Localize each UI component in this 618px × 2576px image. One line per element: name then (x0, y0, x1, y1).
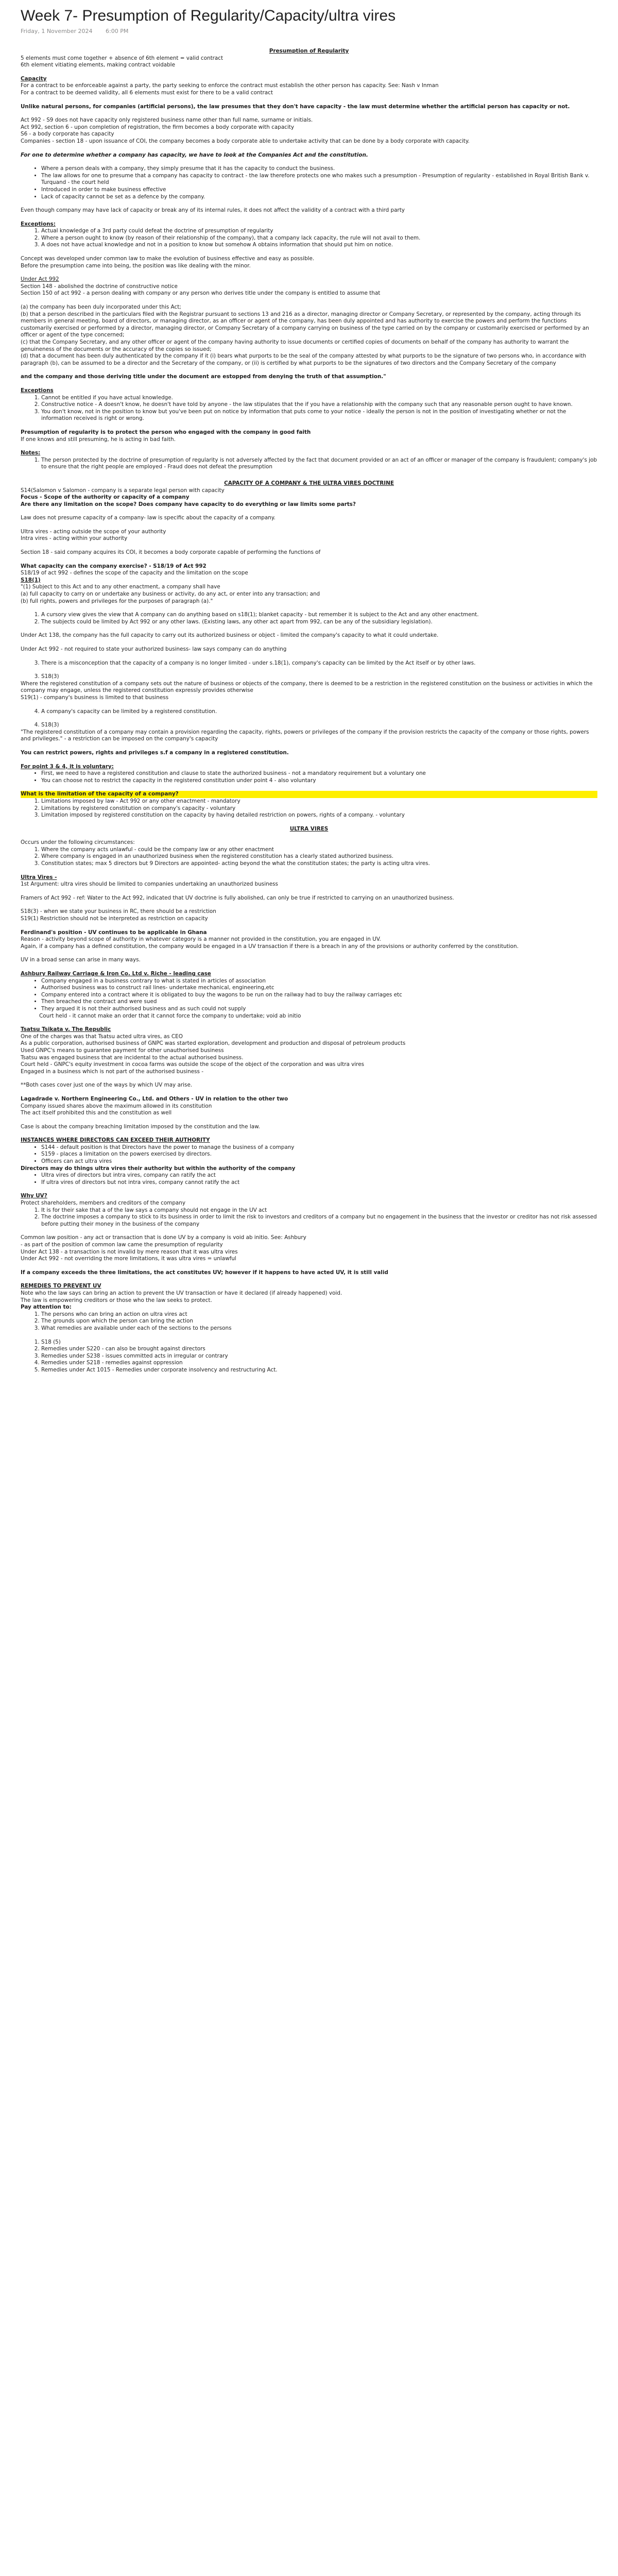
list-item: 1. S18 (5) (41, 1339, 597, 1346)
list-item: 2. The grounds upon which the person can bring the action (41, 1318, 597, 1325)
paragraph: Presumption of regularity is to protect the person who engaged with the company in good faith (21, 429, 311, 435)
paragraph: Company issued shares above the maximum allowed in its constitution (21, 1103, 212, 1109)
spacer (21, 715, 597, 722)
spacer (21, 556, 597, 563)
note-meta (21, 28, 597, 35)
paragraph: Act 992 - S9 does not have capacity only registered business name other than full name, surname or initials. (21, 117, 313, 124)
list-item: • They argued it is not their authorised business and as such could not supply (41, 1006, 597, 1013)
list-item: • You can choose not to restrict the capacity in the registered constitution under point 4 - also voluntary (41, 777, 597, 785)
paragraph: You can restrict powers, rights and privileges s.f a company in a registered constitution. (21, 749, 289, 756)
spacer (21, 1332, 597, 1339)
list-item: 4. S18(3) (41, 722, 597, 729)
paragraph: UV in a broad sense can arise in many ways. (21, 957, 141, 963)
list-item: • S159 - places a limitation on the powers exercised by directors. (41, 1151, 597, 1158)
spacer (21, 214, 597, 221)
list-item: 3. Remedies under S238 - issues committed acts in irregular or contrary (41, 1353, 597, 1360)
spacer (21, 1089, 597, 1096)
paragraph: CAPACITY OF A COMPANY & THE ULTRA VIRES DOCTRINE (224, 480, 394, 486)
spacer (21, 297, 597, 304)
paragraph: (d) that a document has been duly authenticated by the company if it (i) bears what purports to be the seal of the company attested by what purports to be the signature of two persons who, in accordance with paragraph (b), can be assumed to be a director and the Secretary of the company, or (ii) is certified by what purports to be the signatures of two directors and the Company Secretary of the company (21, 353, 587, 366)
numbered-list (21, 1207, 597, 1228)
paragraph: Focus - Scope of the authority or capacity of a company (21, 494, 190, 501)
paragraph: Under Act 138, the company has the full capacity to carry out its authorized business or object - limited the company's capacity to what it could undertake. (21, 632, 439, 639)
spacer (21, 200, 597, 207)
paragraph: For a contract to be enforceable against a party, the party seeking to enforce the contract must establish the other person has capacity. See: Nash v Inman (21, 82, 439, 89)
spacer (21, 902, 597, 908)
paragraph: REMEDIES TO PREVENT UV (21, 1283, 101, 1290)
paragraph: Presumption of Regularity (269, 48, 349, 54)
paragraph: Concept was developed under common law to make the evolution of business effective and easy as possible. (21, 256, 315, 262)
numbered-list (21, 612, 597, 625)
list-item: 1. The person protected by the doctrine of presumption of regularity is not adversely affected by the fact that document provided or an act of an officer or manager of the company is fraudulent; company's job to ensure that the right people are employed - Fraud does not defeat the presumption (41, 457, 597, 471)
paragraph: ULTRA VIRES (289, 825, 329, 832)
paragraph: - as part of the position of common law came the presumption of regularity (21, 1242, 223, 1248)
spacer (21, 819, 597, 826)
spacer (21, 1186, 597, 1193)
spacer (21, 833, 597, 839)
list-item: 3. Constitution states; max 5 directors but 9 Directors are appointed- acting beyond the what the constitution states; the party is acting ultra vires. (41, 860, 597, 868)
spacer (21, 69, 597, 76)
paragraph: Under Act 138 - a transaction is not invalid by mere reason that it was ultra vires (21, 1248, 238, 1255)
spacer (21, 605, 597, 612)
paragraph: For a contract to be deemed validity, all 6 elements must exist for there to be a valid contract (21, 89, 273, 96)
bullet-list (21, 165, 597, 200)
paragraph: The law is empowering creditors or those who the law seeks to protect. (21, 1297, 212, 1303)
numbered-list (21, 660, 597, 667)
paragraph: Engaged in a business which is not part of the authorised business - (21, 1068, 203, 1075)
paragraph: Pay attention to: (21, 1304, 72, 1311)
note-time: 6:00 PM (106, 28, 129, 35)
spacer (21, 97, 597, 104)
spacer (21, 639, 597, 646)
list-item: 3. There is a misconception that the capacity of a company is no longer limited - under s.18(1), company's capacity can be limited by the Act itself or by other laws. (41, 660, 597, 667)
paragraph: S18(1) (21, 577, 41, 583)
paragraph: What is the limitation of the capacity of a company? (21, 791, 597, 798)
paragraph: If a company exceeds the three limitations, the act constitutes UV; however if it happens to have acted UV, it is still valid (21, 1269, 388, 1276)
note-content[interactable] (21, 48, 597, 1374)
paragraph: Unlike natural persons, for companies (artificial persons), the law presumes that they don't have capacity - the law must determine whether the artificial person has capacity or not. (21, 103, 570, 110)
paragraph: Ultra Vires - (21, 874, 57, 880)
list-item: 1. Where the company acts unlawful - could be the company law or any other enactment (41, 846, 597, 854)
section-spacer (21, 471, 597, 480)
paragraph: Capacity (21, 75, 47, 82)
list-item: 1. A cursory view gives the view that A company can do anything based on s18(1); blanket capacity - but remember it is subject to the Act and any other enactment. (41, 612, 597, 619)
bullet-list (21, 978, 597, 1013)
spacer (21, 381, 597, 387)
paragraph: Ultra vires - acting outside the scope of your authority (21, 528, 166, 535)
list-item: 2. Constructive notice - A doesn't know, he doesn't have told by anyone - the law stipulates that the if you have a relationship with the company such that any reasonable person ought to have known. (41, 401, 597, 409)
numbered-list (21, 846, 597, 868)
paragraph: S19(1) Restriction should not be interpreted as restriction on capacity (21, 916, 208, 922)
list-item: 3. A does not have actual knowledge and not in a position to know but somehow A obtains information that should put him on notice. (41, 242, 597, 249)
list-item: 2. Where company is engaged in an unauthorized business when the registered constitution has a clearly stated authorized business. (41, 853, 597, 860)
paragraph: Reason - activity beyond scope of authority in whatever category is a manner not provided in the constitution, you are engaged in UV. (21, 936, 381, 943)
numbered-list (21, 798, 597, 819)
spacer (21, 888, 597, 895)
paragraph: S18/19 of act 992 - defines the scope of the capacity and the limitation on the scope (21, 570, 248, 577)
paragraph: Ashbury Railway Carriage & Iron Co. Ltd v. Riche - leading case (21, 971, 211, 977)
spacer (21, 367, 597, 374)
spacer (21, 508, 597, 515)
paragraph: Occurs under the following circumstances: (21, 839, 135, 846)
spacer (21, 1075, 597, 1082)
spacer (21, 443, 597, 450)
spacer (21, 1117, 597, 1124)
spacer (21, 543, 597, 549)
paragraph: Directors may do things ultra vires their authority but within the authority of the company (21, 1165, 296, 1172)
spacer (21, 522, 597, 529)
numbered-list (21, 457, 597, 471)
bullet-list (21, 1172, 597, 1186)
paragraph: (c) that the Company Secretary, and any other officer or agent of the company having authority to issue documents or certified copies of documents on behalf of the company has authority to warrant the genuineness of the documents or the accuracy of the copies so issued; (21, 339, 569, 352)
paragraph: Tsatsu Tsikata v. The Republic (21, 1026, 111, 1033)
paragraph: Common law position - any act or transaction that is done UV by a company is void ab initio. See: Ashbury (21, 1234, 306, 1241)
spacer (21, 784, 597, 791)
list-item: 3. What remedies are available under each of the sections to the persons (41, 1325, 597, 1332)
paragraph: and the company and those deriving title under the document are estopped from denying the truth of that assumption." (21, 374, 386, 380)
paragraph: **Both cases cover just one of the ways by which UV may arise. (21, 1082, 193, 1089)
spacer (21, 1020, 597, 1026)
paragraph: Companies - section 18 - upon issuance of COI, the company becomes a body corporate able to undertake activity that can be done by a body corporate with capacity. (21, 138, 470, 144)
spacer (21, 625, 597, 632)
list-item: • Lack of capacity cannot be set as a defence by the company. (41, 194, 597, 201)
paragraph: S14(Salomon v Salomon - company is a separate legal person with capacity (21, 487, 225, 494)
spacer (21, 868, 597, 874)
paragraph: (b) full rights, powers and privileges for the purposes of paragraph (a)." (21, 598, 213, 604)
paragraph: Before the presumption came into being, the position was like dealing with the minor. (21, 262, 251, 269)
list-item: • Company entered into a contract where it is obligated to buy the wagons to be run on the railway had to buy the railway carriages etc (41, 992, 597, 999)
spacer (21, 249, 597, 256)
paragraph: "The registered constitution of a company may contain a provision regarding the capacity, rights, powers or privileges of the company if the provision restricts the capacity of the company or those rights, powers and privileges." - a restriction can be imposed on the company's capacity (21, 728, 589, 742)
paragraph: INSTANCES WHERE DIRECTORS CAN EXCEED THEIR AUTHORITY (21, 1137, 210, 1144)
paragraph: For point 3 & 4, it is voluntary: (21, 763, 114, 770)
list-item: • Officers can act ultra vires (41, 1158, 597, 1165)
paragraph: Protect shareholders, members and creditors of the company (21, 1200, 186, 1207)
paragraph: Tsatsu was engaged business that are incidental to the actual authorised business. (21, 1054, 244, 1061)
list-item: 2. Where a person ought to know (by reason of their relationship of the company), that a company lack capacity, the rule will not avail to them. (41, 235, 597, 242)
spacer (21, 702, 597, 708)
note-date: Friday, 1 November 2024 (21, 28, 93, 35)
paragraph: Court held - it cannot make an order that it cannot force the company to undertake; void ab initio (39, 1012, 301, 1019)
paragraph: Note who the law says can bring an action to prevent the UV transaction or have it declared (if already happened) void. (21, 1290, 342, 1296)
spacer (21, 1263, 597, 1269)
paragraph: Ferdinand's position - UV continues to be applicable in Ghana (21, 929, 207, 936)
paragraph: Under Act 992 (21, 276, 59, 283)
spacer (21, 1130, 597, 1137)
numbered-list (21, 673, 597, 681)
paragraph: 5 elements must come together + absence of 6th element = valid contract (21, 55, 224, 61)
list-item: • The law allows for one to presume that a company has capacity to contract - the law therefore protects one who makes such a presumption - Presumption of regularity - established in Royal British Bank v. Turquand - the court held (41, 173, 597, 187)
paragraph: Framers of Act 992 - ref: Water to the Act 992, indicated that UV doctrine is fully abolished, can only be true if restricted to carrying on an unauthorized business. (21, 894, 454, 901)
paragraph: One of the charges was that Tsatsu acted ultra vires, as CEO (21, 1033, 183, 1040)
spacer (21, 964, 597, 971)
paragraph: Case is about the company breaching limitation imposed by the constitution and the law. (21, 1123, 260, 1130)
list-item: • Authorised business was to construct rail lines- undertake mechanical, engineering,etc (41, 985, 597, 992)
paragraph: Law does not presume capacity of a company- law is specific about the capacity of a company. (21, 515, 276, 521)
paragraph: Under Act 992 - not required to state your authorized business- law says company can do anything (21, 646, 287, 652)
list-item: 2. The doctrine imposes a company to stick to its business in order to limit the risk to investors and creditors of a company but no engagement in the business that the investor or creditor has not risk assessed before putting their money in the business of the company (41, 1214, 597, 1228)
paragraph: (b) that a person described in the particulars filed with the Registrar pursuant to sections 13 and 216 as a director, managing director or Company Secretary, or represented by the company, acting through its members in general meeting, board of directors, or managing director, as an officer or agent of the company, has been duly appointed and has authority to exercise the powers and perform the functions customarily exercised or performed by a director, managing director, or Company Secretary of a company carrying on business of the type carried on by the company or customarily exercised or performed by an officer or agent of the type concerned; (21, 311, 589, 338)
list-item: • S144 - default position is that Directors have the power to manage the business of a company (41, 1144, 597, 1151)
spacer (21, 159, 597, 165)
spacer (21, 1228, 597, 1234)
paragraph: 1st Argument: ultra vires should be limited to companies undertaking an unauthorized business (21, 881, 278, 888)
paragraph: Again, if a company has a defined constitution, the company would be engaged in a UV transaction if there is a breach in any of the provisions or authority conferred by the constitution. (21, 943, 519, 950)
paragraph: Used GNPC's means to guarantee payment for other unauthorised business (21, 1047, 224, 1054)
list-item: • If ultra vires of directors but not intra vires, company cannot ratify the act (41, 1179, 597, 1187)
spacer (21, 923, 597, 929)
spacer (21, 757, 597, 764)
spacer (21, 653, 597, 660)
paragraph: "(1) Subject to this Act and to any other enactment, a company shall have (21, 584, 220, 590)
page-title: Week 7- Presumption of Regularity/Capacity/ultra vires (21, 7, 396, 24)
list-item: • Company engaged in a business contrary to what is stated in articles of association (41, 978, 597, 985)
paragraph: (a) full capacity to carry on or undertake any business or activity, do any act, or enter into any transaction; and (21, 591, 320, 598)
numbered-list (21, 708, 597, 716)
paragraph: S19(1) - company's business is limited to that business (21, 694, 169, 701)
numbered-list (21, 228, 597, 249)
spacer (21, 145, 597, 152)
bullet-list (21, 770, 597, 784)
list-item: 2. Remedies under S220 - can also be brought against directors (41, 1346, 597, 1353)
numbered-list (21, 1311, 597, 1332)
list-item: 3. S18(3) (41, 673, 597, 681)
spacer (21, 950, 597, 957)
paragraph: As a public corporation, authorised business of GNPC was started exploration, development and production and disposal of petroleum products (21, 1040, 406, 1047)
paragraph: Lagadrade v. Northern Engineering Co., Ltd. and Others - UV in relation to the other two (21, 1095, 288, 1102)
list-item: • Ultra vires of directors but intra vires, company can ratify the act (41, 1172, 597, 1179)
list-item: • Where a person deals with a company, they simply presume that it has the capacity to conduct the business. (41, 165, 597, 173)
numbered-list (21, 395, 597, 422)
list-item: 5. Remedies under Act 1015 - Remedies under corporate insolvency and restructuring Act. (41, 1367, 597, 1374)
spacer (21, 743, 597, 750)
list-item: 1. It is for their sake that a of the law says a company should not engage in the UV act (41, 1207, 597, 1214)
paragraph: What capacity can the company exercise? - S18/19 of Act 992 (21, 563, 207, 569)
list-item: 3. You don't know, not in the position to know but you've been put on notice by information that puts come to your notice - ideally the person is not in the position of investigating whether or not the information received is right or wrong. (41, 409, 597, 422)
paragraph: Section 150 of act 992 - a person dealing with company or any person who derives title under the company is entitled to assume that (21, 290, 381, 297)
paragraph: Intra vires - acting within your authority (21, 535, 128, 542)
list-item: 4. A company's capacity can be limited by a registered constitution. (41, 708, 597, 716)
paragraph: If one knows and still presuming, he is acting in bad faith. (21, 436, 176, 443)
list-item: 1. Actual knowledge of a 3rd party could defeat the doctrine of presumption of regularity (41, 228, 597, 235)
list-item: 1. Cannot be entitled if you have actual knowledge. (41, 395, 597, 402)
list-item: 4. Remedies under S218 - remedies against oppression (41, 1360, 597, 1367)
list-item: 1. Limitations imposed by law - Act 992 or any other enactment - mandatory (41, 798, 597, 805)
paragraph: The act itself prohibited this and the constitution as well (21, 1110, 172, 1116)
list-item: • Then breached the contract and were sued (41, 998, 597, 1006)
list-item: • Introduced in order to make business effective (41, 187, 597, 194)
paragraph: Exceptions (21, 387, 54, 394)
numbered-list (21, 722, 597, 729)
paragraph: Are there any limitation on the scope? Does company have capacity to do everything or law limits some parts? (21, 501, 356, 507)
paragraph: Why UV? (21, 1193, 47, 1199)
paragraph: For one to determine whether a company has capacity, we have to look at the Companies Act and the constitution. (21, 151, 368, 158)
paragraph: S6 - a body corporate has capacity (21, 131, 114, 138)
spacer (21, 422, 597, 429)
list-item: 2. Limitations by registered constitution on company's capacity - voluntary (41, 805, 597, 812)
paragraph: Notes: (21, 450, 41, 456)
paragraph: Even though company may have lack of capacity or break any of its internal rules, it does not affect the validity of a contract with a third party (21, 207, 405, 214)
spacer (21, 110, 597, 117)
paragraph: Exceptions: (21, 221, 56, 227)
list-item: 2. The subjects could be limited by Act 992 or any other laws. (Existing laws, any other act apart from 992, can be any of the subsidiary legislation). (41, 619, 597, 626)
paragraph: S18(3) - when we state your business in RC, there should be a restriction (21, 908, 216, 915)
numbered-list (21, 1339, 597, 1374)
paragraph: Court held - GNPC's equity investment in cocoa farms was outside the scope of the object of the corporation and was ultra vires (21, 1061, 365, 1068)
spacer (21, 667, 597, 673)
paragraph: Section 148 - abolished the doctrine of constructive notice (21, 283, 178, 290)
list-item: 3. Limitation imposed by registered constitution on the capacity by having detailed restriction on powers, rights of a company. - voluntary (41, 812, 597, 819)
paragraph: (a) the company has been duly incorporated under this Act; (21, 304, 181, 311)
list-item: • First, we need to have a registered constitution and clause to state the authorized business - not a mandatory requirement but a voluntary one (41, 770, 597, 777)
paragraph: 6th element vitiating elements, making contract voidable (21, 62, 175, 69)
spacer (21, 269, 597, 276)
bullet-list (21, 1144, 597, 1165)
list-item: 1. The persons who can bring an action on ultra vires act (41, 1311, 597, 1318)
paragraph: Section 18 - said company acquires its COI, it becomes a body corporate capable of performing the functions of (21, 549, 321, 556)
paragraph: Where the registered constitution of a company sets out the nature of business or objects of the company, there is deemed to be a restriction in the registered constitution on the business or activities in which the company may engage, unless the registered constitution expressly provides otherwise (21, 680, 593, 694)
paragraph: Under Act 992 - not overriding the more limitations, it was ultra vires = unlawful (21, 1256, 236, 1262)
spacer (21, 1276, 597, 1283)
paragraph: Act 992, section 6 - upon completion of registration, the firm becomes a body corporate with capacity (21, 124, 295, 130)
